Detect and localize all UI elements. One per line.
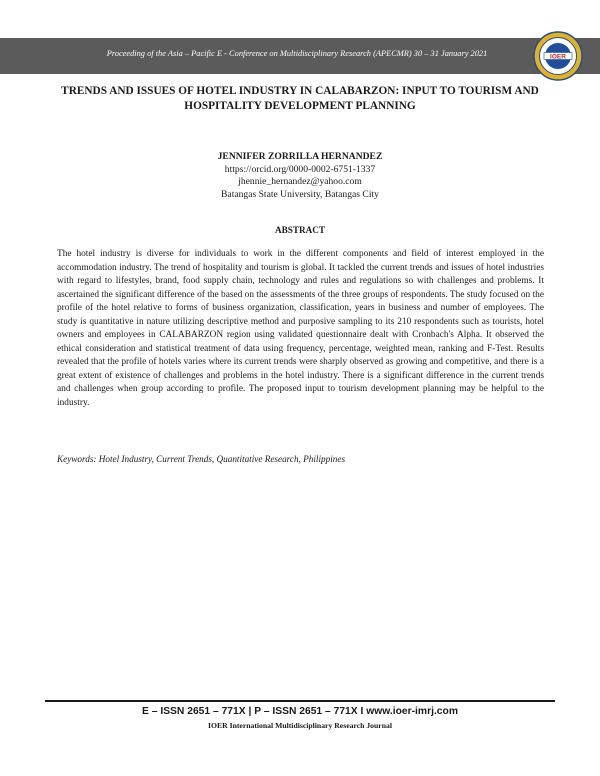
author-block bbox=[100, 151, 500, 201]
footer-issn: E – ISSN 2651 – 771X | P – ISSN 2651 – 771X I www.ioer-imrj.com bbox=[142, 706, 458, 717]
author-orcid[interactable]: https://orcid.org/0000-0002-6751-1337 bbox=[224, 163, 376, 175]
paper-title: TRENDS AND ISSUES OF HOTEL INDUSTRY IN CALABARZON: INPUT TO TOURISM AND HOSPITALITY DEVELOPMENT PLANNING bbox=[61, 85, 539, 112]
abstract-body: The hotel industry is diverse for individuals to work in the different components and field of interest employed in the accommodation industry. The trend of hospitality and tourism is global. It tackled the current trends and issues of hotel industries with regard to lifestyles, brand, food supply chain, technology and rules and regulations so with challenges and problems. It ascertained the significant difference of the based on the assessments of the three groups of respondents. The study focused on the profile of the hotel relative to forms of business organization, classification, years in business and number of employees. The study is quantitative in nature utilizing descriptive method and purposive sampling to its 210 respondents such as tourists, hotel owners and employees in CALABARZON region using validated questionnaire dealt with Cronbach's Alpha. It observed the ethical consideration and statistical treatment of data using frequency, percentage, weighted mean, ranking and F-Test. Results revealed that the profile of hotels varies where its current trends were sharply observed as growing and competitive, and there is a great extent of existence of challenges and problems in the hotel industry. There is a significant difference in the current trends and challenges when group according to profile. The proposed input to tourism development planning may be helpful to the industry. bbox=[57, 249, 544, 409]
seal-label: IOER bbox=[550, 53, 566, 61]
conference-header: Proceeding of the Asia – Pacific E - Conference on Multidisciplinary Research (APECMR) 30 – 31 January 2021 bbox=[106, 49, 488, 58]
author-email[interactable]: jhennie_hernandez@yahoo.com bbox=[238, 176, 362, 188]
footer-divider bbox=[45, 700, 555, 702]
ioer-seal-logo bbox=[533, 31, 583, 81]
author-affiliation: Batangas State University, Batangas City bbox=[221, 188, 379, 200]
footer-journal-name: IOER International Multidisciplinary Research Journal bbox=[208, 721, 392, 730]
abstract-heading: ABSTRACT bbox=[274, 225, 326, 235]
author-name: JENNIFER ZORRILLA HERNANDEZ bbox=[217, 151, 383, 162]
keywords: Keywords: Hotel Industry, Current Trends, Quantitative Research, Philippines bbox=[57, 454, 346, 464]
